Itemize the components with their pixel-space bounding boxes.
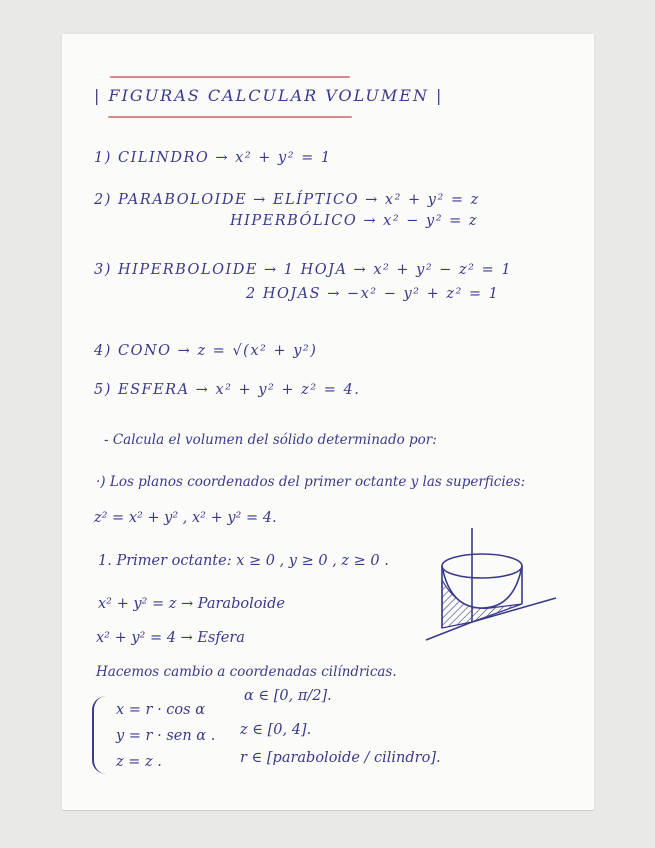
system-y: y = r · sen α .: [116, 728, 216, 744]
system-z: z = z .: [116, 754, 162, 770]
system-brace: [92, 696, 108, 774]
page-title: | FIGURAS CALCULAR VOLUMEN |: [94, 86, 444, 105]
problem-item: ·) Los planos coordenados del primer octante y las superficies:: [96, 474, 526, 490]
sphere-line: x² + y² = 4 → Esfera: [96, 630, 245, 646]
title-bottom-rule: [108, 116, 352, 118]
surface-equations: z² = x² + y² , x² + y² = 4.: [94, 510, 277, 526]
range-r: r ∈ [paraboloide / cilindro].: [240, 750, 441, 766]
page-bottom-edge: [62, 810, 594, 811]
figure-3: 3) HIPERBOLOIDE → 1 HOJA → x² + y² − z² = 1: [94, 262, 513, 278]
paraboloid-line: x² + y² = z → Paraboloide: [98, 596, 285, 612]
octant-conditions: 1. Primer octante: x ≥ 0 , y ≥ 0 , z ≥ 0 .: [98, 553, 389, 569]
system-x: x = r · cos α: [116, 702, 205, 718]
solid-sketch: [420, 520, 560, 650]
problem-statement: - Calcula el volumen del sólido determinado por:: [104, 432, 437, 448]
range-alpha: α ∈ [0, π/2].: [244, 688, 332, 704]
range-z: z ∈ [0, 4].: [240, 722, 312, 738]
coordinate-change: Hacemos cambio a coordenadas cilíndricas.: [96, 664, 397, 680]
figure-3-two-sheets: 2 HOJAS → −x² − y² + z² = 1: [246, 286, 500, 302]
figure-5: 5) ESFERA → x² + y² + z² = 4.: [94, 382, 361, 398]
figure-1: 1) CILINDRO → x² + y² = 1: [94, 150, 332, 166]
figure-2: 2) PARABOLOIDE → ELÍPTICO → x² + y² = z: [94, 192, 480, 208]
figure-4: 4) CONO → z = √(x² + y²): [94, 343, 318, 359]
figure-2-hyperbolic: HIPERBÓLICO → x² − y² = z: [230, 213, 479, 229]
title-top-rule: [110, 76, 350, 78]
